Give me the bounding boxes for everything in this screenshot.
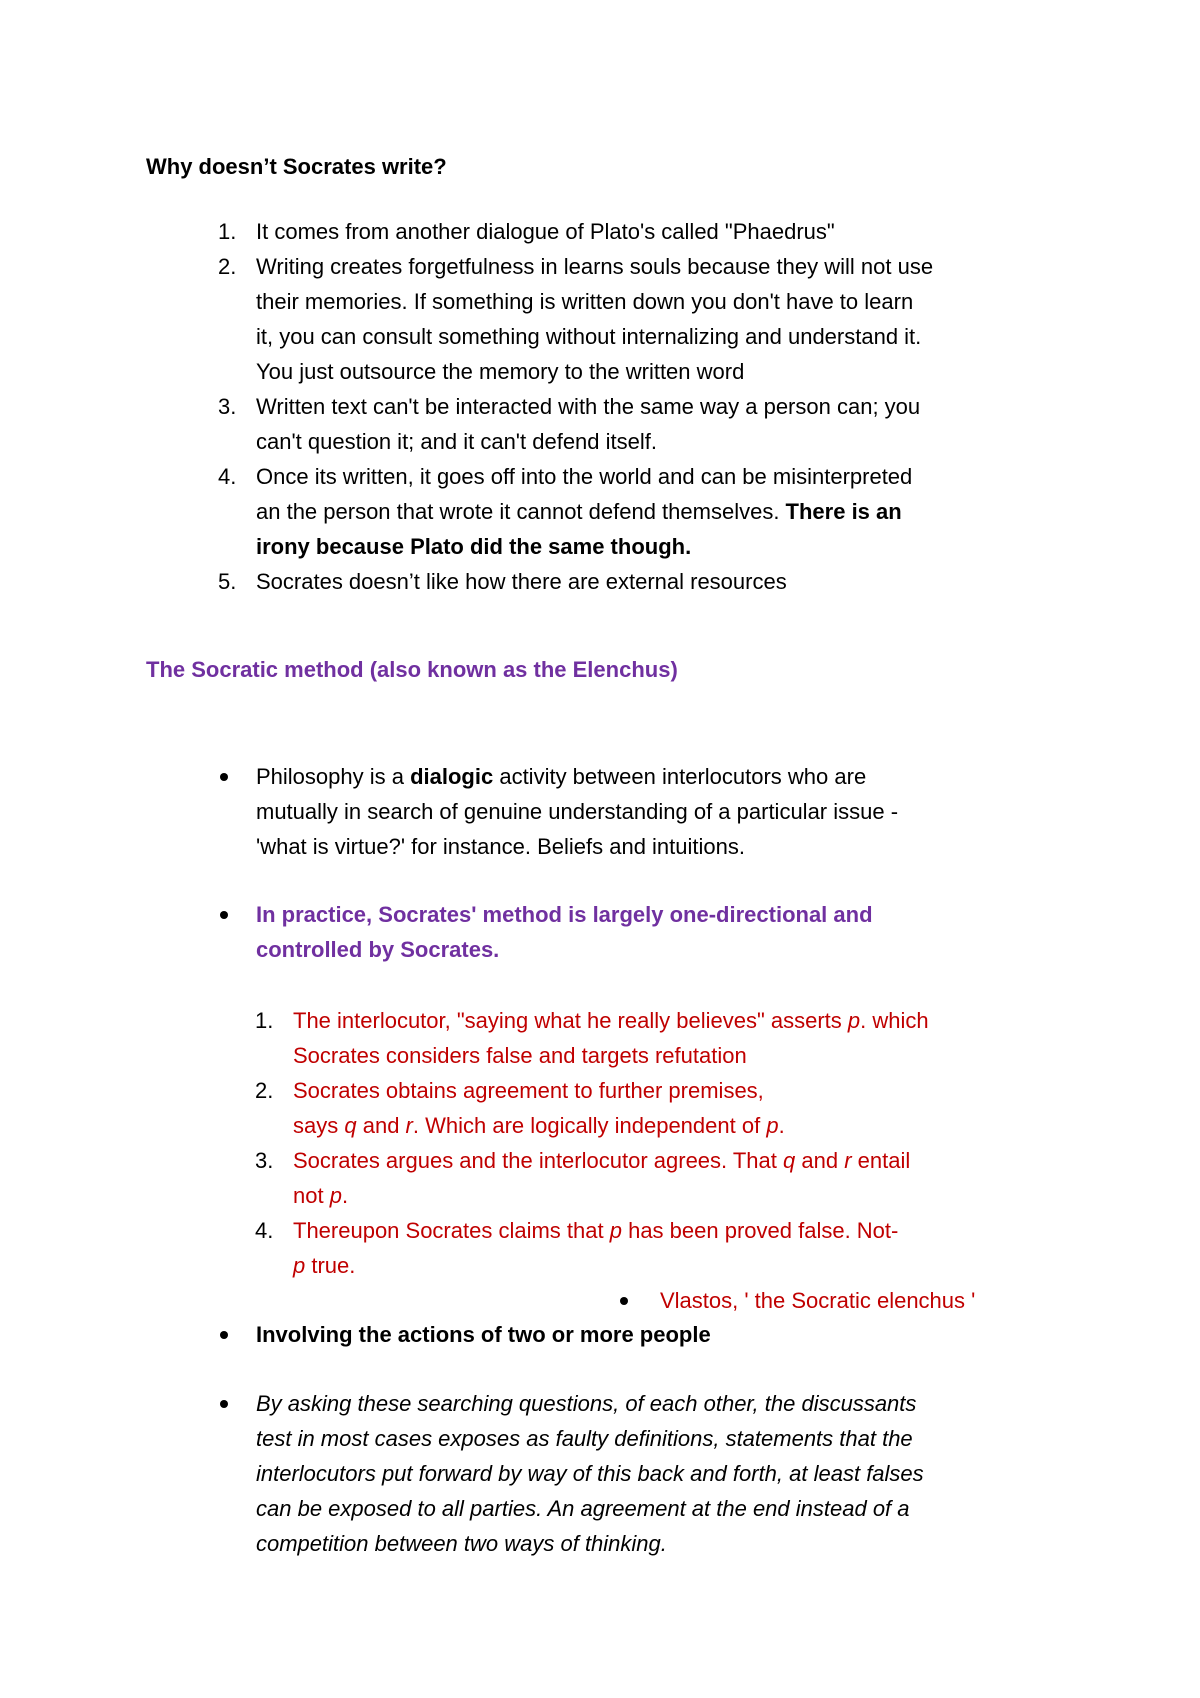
list-number: 4. (218, 464, 237, 489)
list-item-text: Socrates doesn’t like how there are external resources (256, 569, 787, 594)
list-number: 1. (218, 219, 237, 244)
bullet-text (256, 762, 866, 792)
list-item-text-red (293, 1216, 898, 1246)
text: has been proved false. Not- (621, 1218, 899, 1243)
text: says (293, 1113, 345, 1138)
text: entail (851, 1148, 911, 1173)
text: and (356, 1113, 406, 1138)
bullet-text: 'what is virtue?' for instance. Beliefs and intuitions. (256, 834, 745, 859)
bullet-text-purple: In practice, Socrates' method is largely one-directional and (256, 902, 873, 927)
variable-r: r (844, 1148, 852, 1173)
section-heading-why-socrates: Why doesn’t Socrates write? (146, 154, 447, 179)
list-item-text-red (293, 1006, 929, 1036)
list-item-text-red (293, 1181, 348, 1211)
text: . Which are logically independent of (412, 1113, 767, 1138)
list-item-text-bold: There is an (785, 499, 902, 524)
variable-r: r (405, 1113, 413, 1138)
bullet-icon (220, 773, 228, 781)
variable-p: p (293, 1253, 306, 1278)
bullet-icon (620, 1297, 628, 1305)
list-number: 3. (255, 1148, 274, 1173)
list-number: 1. (255, 1008, 274, 1033)
list-item-text-red: Socrates obtains agreement to further premises, (293, 1078, 764, 1103)
list-number: 5. (218, 569, 237, 594)
text: . (778, 1113, 785, 1138)
bullet-text-plain: activity between interlocutors who are (493, 764, 867, 789)
variable-p: p (766, 1113, 779, 1138)
bullet-icon (220, 1331, 228, 1339)
list-item-text: their memories. If something is written down you don't have to learn (256, 289, 914, 314)
list-item-text (256, 497, 902, 527)
list-item-text: can't question it; and it can't defend itself. (256, 429, 657, 454)
bullet-text-bold: Involving the actions of two or more people (256, 1322, 711, 1347)
list-number: 2. (218, 254, 237, 279)
variable-p: p (847, 1008, 861, 1033)
list-item-text: It comes from another dialogue of Plato's called "Phaedrus" (256, 219, 835, 244)
text: and (795, 1148, 845, 1173)
list-item-text-red (293, 1146, 910, 1176)
text: Socrates argues and the interlocutor agrees. That (293, 1148, 783, 1173)
bullet-text: mutually in search of genuine understanding of a particular issue - (256, 799, 899, 824)
text: not (293, 1183, 330, 1208)
bullet-text-purple: controlled by Socrates. (256, 937, 500, 962)
bullet-text-italic: can be exposed to all parties. An agreement at the end instead of a (256, 1496, 910, 1521)
citation: Vlastos, ' the Socratic elenchus ' (660, 1288, 976, 1313)
list-item-text: You just outsource the memory to the written word (256, 359, 745, 384)
bullet-text-plain: Philosophy is a (256, 764, 411, 789)
bullet-icon (220, 911, 228, 919)
list-item-text-plain: an the person that wrote it cannot defend themselves. (256, 499, 786, 524)
list-item-text-red: Socrates considers false and targets refutation (293, 1043, 747, 1068)
list-item-text: it, you can consult something without internalizing and understand it. (256, 324, 922, 349)
bullet-text-italic: interlocutors put forward by way of this back and forth, at least falses (256, 1461, 924, 1486)
bullet-icon (220, 1400, 228, 1408)
list-item-text: Writing creates forgetfulness in learns souls because they will not use (256, 254, 934, 279)
bullet-text-italic: By asking these searching questions, of each other, the discussants (256, 1391, 917, 1416)
variable-q: q (783, 1148, 796, 1173)
text: Thereupon Socrates claims that (293, 1218, 610, 1243)
text: true. (305, 1253, 356, 1278)
list-item-text-bold: irony because Plato did the same though. (256, 534, 692, 559)
list-number: 4. (255, 1218, 274, 1243)
bullet-text-italic: competition between two ways of thinking. (256, 1531, 667, 1556)
list-number: 2. (255, 1078, 274, 1103)
list-item-text: Written text can't be interacted with the same way a person can; you (256, 394, 921, 419)
variable-q: q (344, 1113, 357, 1138)
list-number: 3. (218, 394, 237, 419)
variable-p: p (329, 1183, 342, 1208)
section-heading-socratic-method: The Socratic method (also known as the Elenchus) (146, 657, 678, 682)
text: . which (860, 1008, 929, 1033)
text: The interlocutor, "saying what he really believes" asserts (293, 1008, 848, 1033)
variable-p: p (609, 1218, 622, 1243)
list-item-text: Once its written, it goes off into the world and can be misinterpreted (256, 464, 913, 489)
list-item-text-red (293, 1111, 785, 1141)
bullet-text-bold: dialogic (410, 764, 494, 789)
list-item-text-red (293, 1251, 355, 1281)
text: . (341, 1183, 349, 1208)
bullet-text-italic: test in most cases exposes as faulty definitions, statements that the (256, 1426, 913, 1451)
